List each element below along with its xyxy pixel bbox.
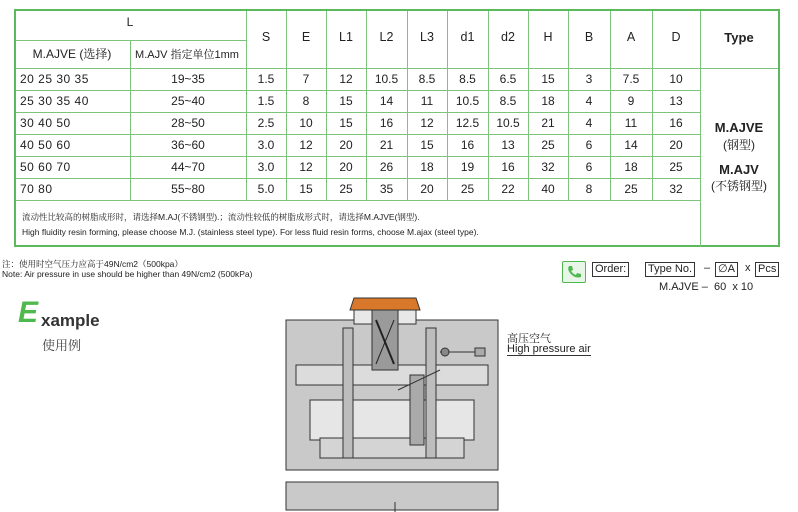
header-L: L (126, 15, 134, 29)
table-cell: 1.5 (257, 72, 275, 86)
table-cell: 3.0 (257, 160, 275, 174)
table-cell: 8 (585, 182, 593, 196)
table-cell: 32 (669, 182, 683, 196)
table-cell: 2.5 (257, 116, 275, 130)
table-cell: 12 (339, 72, 353, 86)
table-cell: 15 (299, 182, 313, 196)
table-cell: 1.5 (257, 94, 275, 108)
phone-icon (562, 261, 586, 283)
table-cell: 25 (460, 182, 475, 196)
table-cell: 14 (379, 94, 394, 108)
table-cell: 35 (379, 182, 394, 196)
row-l-ajve: 25 30 35 40 (20, 94, 89, 108)
row-l-ajv: 19~35 (171, 72, 205, 86)
table-cell: 40 (541, 182, 555, 196)
grid-h (16, 40, 246, 41)
table-cell: 15 (420, 138, 434, 152)
note-en: High fluidity resin forming, please choose M.J. (stainless steel type). For less fluid resin forms, choose M.ajax (steel type). (22, 227, 479, 237)
table-cell: 8 (302, 94, 310, 108)
type-ajv: M.AJV (719, 162, 759, 177)
table-cell: 20 (339, 138, 353, 152)
table-cell: 6 (585, 138, 593, 152)
header-h: H (543, 30, 553, 44)
row-l-ajv: 25~40 (171, 94, 205, 108)
table-cell: 13 (669, 94, 683, 108)
type-ajve: M.AJVE (714, 120, 764, 135)
table-cell: 12 (299, 138, 313, 152)
table-cell: 22 (501, 182, 515, 196)
grid-h (700, 68, 778, 69)
header-d: D (671, 30, 681, 44)
row-l-ajve: 30 40 50 (20, 116, 71, 130)
table-cell: 3.0 (257, 138, 275, 152)
table-cell: 11 (624, 116, 638, 130)
table-cell: 12.5 (455, 116, 480, 130)
air-annot-en: High pressure air (507, 343, 591, 355)
table-cell: 15 (339, 116, 353, 130)
table-cell: 26 (379, 160, 394, 174)
table-cell: 7 (302, 72, 310, 86)
table-cell: 18 (624, 160, 638, 174)
table-cell: 20 (420, 182, 434, 196)
footnote-en: Note: Air pressure in use should be higher than 49N/cm2 (500kPa) (2, 269, 253, 279)
table-cell: 16 (501, 160, 515, 174)
air-annot-cn: 高压空气 (507, 333, 551, 345)
table-cell: 13 (501, 138, 515, 152)
table-cell: 10.5 (496, 116, 520, 130)
table-cell: 12 (420, 116, 434, 130)
table-cell: 21 (379, 138, 394, 152)
header-s: S (261, 30, 271, 44)
table-cell: 16 (669, 116, 683, 130)
table-cell: 21 (541, 116, 555, 130)
type-ajve-sub: (钢型) (723, 138, 755, 152)
mold-diagram (280, 290, 510, 512)
example-e: E (18, 296, 39, 329)
table-cell: 10.5 (374, 72, 399, 86)
table-cell: 16 (460, 138, 475, 152)
table-cell: 11 (420, 94, 434, 108)
order-label: Order: (592, 262, 629, 277)
order-dia: ∅A (715, 262, 738, 277)
table-cell: 25 (624, 182, 638, 196)
order-pcs: Pcs (755, 262, 779, 277)
row-l-ajve: 20 25 30 35 (20, 72, 89, 86)
table-cell: 18 (420, 160, 434, 174)
order-example: M.AJVE – 60 x 10 (659, 281, 754, 293)
table-cell: 3 (585, 72, 593, 86)
table-cell: 19 (460, 160, 475, 174)
table-cell: 8.5 (459, 72, 476, 86)
header-d1: d1 (460, 30, 475, 44)
note-cn: 流动性比较高的树脂成形时，请选择M.AJ(不锈钢型).；流动性较低的树脂成形式时，请选择M.AJVE(钢型). (22, 212, 420, 222)
row-l-ajve: 50 60 70 (20, 160, 71, 174)
table-cell: 16 (379, 116, 394, 130)
table-cell: 7.5 (622, 72, 640, 86)
table-cell: 5.0 (257, 182, 275, 196)
table-cell: 14 (624, 138, 638, 152)
header-l2: L2 (379, 30, 394, 44)
order-x: x (745, 262, 751, 274)
table-cell: 9 (627, 94, 635, 108)
table-cell: 18 (541, 94, 555, 108)
row-l-ajv: 44~70 (171, 160, 205, 174)
table-cell: 15 (541, 72, 555, 86)
header-l3: L3 (420, 30, 434, 44)
table-cell: 25 (669, 160, 683, 174)
table-cell: 20 (669, 138, 683, 152)
row-l-ajve: 70 80 (20, 182, 53, 196)
row-l-ajv: 28~50 (171, 116, 205, 130)
table-cell: 12 (299, 160, 313, 174)
table-cell: 4 (585, 94, 593, 108)
type-ajv-sub: (不锈钢型) (711, 179, 767, 193)
example-word: xample (41, 311, 100, 330)
table-cell: 4 (585, 116, 593, 130)
header-d2: d2 (501, 30, 515, 44)
header-e: E (301, 30, 311, 44)
table-cell: 25 (339, 182, 353, 196)
table-cell: 10 (669, 72, 683, 86)
table-cell: 20 (339, 160, 353, 174)
grid-h (16, 200, 700, 201)
order-dash: – (704, 262, 711, 274)
table-cell: 25 (541, 138, 555, 152)
table-cell: 6 (585, 160, 593, 174)
header-type: Type (724, 30, 754, 45)
header-l1: L1 (339, 30, 353, 44)
row-l-ajv: 55~80 (171, 182, 205, 196)
header-b: B (584, 30, 594, 44)
header-l-ajv: M.AJV 指定单位1mm (135, 49, 239, 61)
order-type-no: Type No. (645, 262, 695, 277)
table-cell: 8.5 (499, 94, 517, 108)
header-a: A (626, 30, 636, 44)
row-l-ajv: 36~60 (171, 138, 205, 152)
table-cell: 15 (339, 94, 353, 108)
table-cell: 10.5 (455, 94, 480, 108)
table-cell: 32 (541, 160, 555, 174)
table-cell: 10 (299, 116, 313, 130)
footnote-cn: 注：使用时空气压力应高于49N/cm2（500kpa） (2, 259, 183, 269)
table-cell: 6.5 (499, 72, 517, 86)
table-cell: 8.5 (418, 72, 436, 86)
example-cn: 使用例 (42, 338, 82, 353)
header-l-ajve: M.AJVE (选择) (32, 47, 112, 61)
row-l-ajve: 40 50 60 (20, 138, 71, 152)
